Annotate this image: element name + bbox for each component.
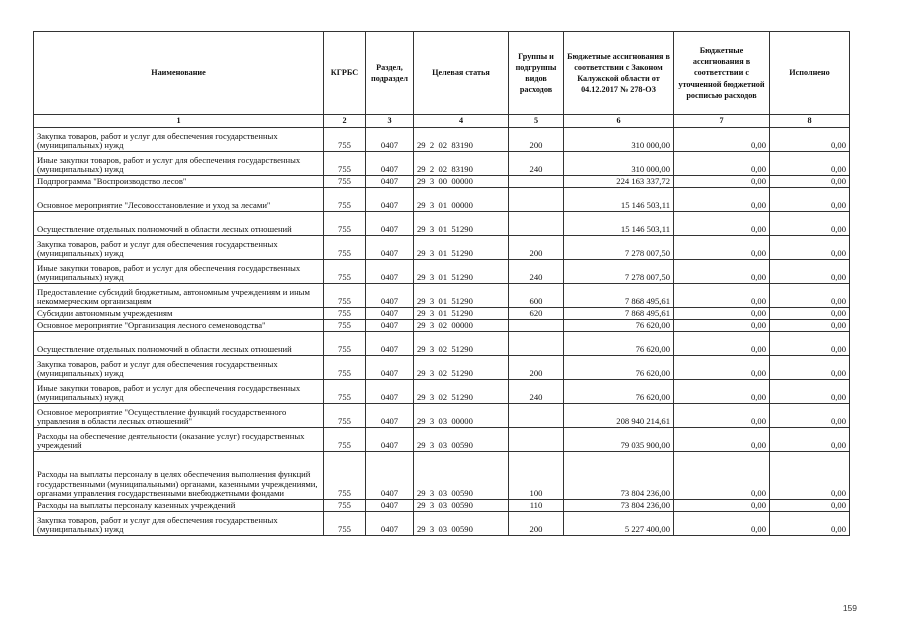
row-schedule-amount: 0,00 bbox=[674, 428, 770, 452]
row-ktgbs: 755 bbox=[324, 284, 366, 308]
row-name: Иные закупки товаров, работ и услуг для обеспечения государственных (муниципальных) нужд bbox=[34, 152, 324, 176]
row-target: 29 3 01 51290 bbox=[414, 236, 509, 260]
row-group bbox=[509, 332, 564, 356]
row-target: 29 3 03 00590 bbox=[414, 452, 509, 500]
row-section: 0407 bbox=[366, 380, 414, 404]
row-target: 29 3 02 00000 bbox=[414, 320, 509, 332]
row-target: 29 2 02 83190 bbox=[414, 128, 509, 152]
row-ktgbs: 755 bbox=[324, 428, 366, 452]
row-schedule-amount: 0,00 bbox=[674, 512, 770, 536]
row-ktgbs: 755 bbox=[324, 500, 366, 512]
row-section: 0407 bbox=[366, 428, 414, 452]
row-section: 0407 bbox=[366, 308, 414, 320]
row-section: 0407 bbox=[366, 320, 414, 332]
row-section: 0407 bbox=[366, 260, 414, 284]
column-number: 2 bbox=[324, 115, 366, 128]
row-group: 620 bbox=[509, 308, 564, 320]
budget-sheet bbox=[33, 31, 849, 536]
table-row bbox=[34, 356, 850, 380]
row-law-amount: 7 868 495,61 bbox=[564, 308, 674, 320]
row-ktgbs: 755 bbox=[324, 380, 366, 404]
header-executed: Исполнено bbox=[770, 32, 850, 115]
column-number: 6 bbox=[564, 115, 674, 128]
row-law-amount: 310 000,00 bbox=[564, 152, 674, 176]
row-target: 29 3 03 00000 bbox=[414, 404, 509, 428]
table-row bbox=[34, 236, 850, 260]
column-number: 5 bbox=[509, 115, 564, 128]
row-ktgbs: 755 bbox=[324, 176, 366, 188]
row-ktgbs: 755 bbox=[324, 320, 366, 332]
row-law-amount: 5 227 400,00 bbox=[564, 512, 674, 536]
row-schedule-amount: 0,00 bbox=[674, 404, 770, 428]
row-target: 29 3 01 51290 bbox=[414, 260, 509, 284]
table-row bbox=[34, 284, 850, 308]
row-target: 29 3 03 00590 bbox=[414, 512, 509, 536]
row-schedule-amount: 0,00 bbox=[674, 152, 770, 176]
row-section: 0407 bbox=[366, 356, 414, 380]
row-executed-amount: 0,00 bbox=[770, 452, 850, 500]
column-number: 1 bbox=[34, 115, 324, 128]
row-section: 0407 bbox=[366, 500, 414, 512]
row-name: Основное мероприятие "Лесовосстановление и уход за лесами" bbox=[34, 188, 324, 212]
row-group: 200 bbox=[509, 356, 564, 380]
row-target: 29 3 01 51290 bbox=[414, 308, 509, 320]
header-section: Раздел, подраздел bbox=[366, 32, 414, 115]
row-schedule-amount: 0,00 bbox=[674, 500, 770, 512]
row-target: 29 3 02 51290 bbox=[414, 356, 509, 380]
row-ktgbs: 755 bbox=[324, 452, 366, 500]
row-name: Основное мероприятие "Осуществление функций государственного управления в области лесных отношений" bbox=[34, 404, 324, 428]
header-ktgbs: КГРБС bbox=[324, 32, 366, 115]
row-name: Осуществление отдельных полномочий в области лесных отношений bbox=[34, 332, 324, 356]
row-section: 0407 bbox=[366, 452, 414, 500]
column-number: 8 bbox=[770, 115, 850, 128]
row-law-amount: 76 620,00 bbox=[564, 320, 674, 332]
row-target: 29 3 01 51290 bbox=[414, 212, 509, 236]
row-executed-amount: 0,00 bbox=[770, 176, 850, 188]
row-schedule-amount: 0,00 bbox=[674, 284, 770, 308]
table-row bbox=[34, 128, 850, 152]
row-law-amount: 73 804 236,00 bbox=[564, 500, 674, 512]
row-law-amount: 76 620,00 bbox=[564, 332, 674, 356]
row-ktgbs: 755 bbox=[324, 236, 366, 260]
header-groups: Группы и подгруппы видов расходов bbox=[509, 32, 564, 115]
row-section: 0407 bbox=[366, 284, 414, 308]
row-group bbox=[509, 188, 564, 212]
row-section: 0407 bbox=[366, 332, 414, 356]
row-section: 0407 bbox=[366, 128, 414, 152]
row-law-amount: 79 035 900,00 bbox=[564, 428, 674, 452]
table-row bbox=[34, 176, 850, 188]
row-group: 240 bbox=[509, 380, 564, 404]
row-group bbox=[509, 428, 564, 452]
row-target: 29 3 00 00000 bbox=[414, 176, 509, 188]
row-executed-amount: 0,00 bbox=[770, 236, 850, 260]
row-ktgbs: 755 bbox=[324, 152, 366, 176]
row-law-amount: 76 620,00 bbox=[564, 356, 674, 380]
row-target: 29 3 02 51290 bbox=[414, 380, 509, 404]
table-row bbox=[34, 308, 850, 320]
row-section: 0407 bbox=[366, 404, 414, 428]
row-law-amount: 224 163 337,72 bbox=[564, 176, 674, 188]
row-group bbox=[509, 404, 564, 428]
row-law-amount: 73 804 236,00 bbox=[564, 452, 674, 500]
row-schedule-amount: 0,00 bbox=[674, 380, 770, 404]
row-group: 240 bbox=[509, 152, 564, 176]
row-schedule-amount: 0,00 bbox=[674, 128, 770, 152]
row-group: 600 bbox=[509, 284, 564, 308]
row-executed-amount: 0,00 bbox=[770, 308, 850, 320]
row-name: Закупка товаров, работ и услуг для обеспечения государственных (муниципальных) нужд bbox=[34, 128, 324, 152]
row-section: 0407 bbox=[366, 236, 414, 260]
table-row bbox=[34, 404, 850, 428]
row-group: 240 bbox=[509, 260, 564, 284]
row-name: Подпрограмма "Воспроизводство лесов" bbox=[34, 176, 324, 188]
row-law-amount: 208 940 214,61 bbox=[564, 404, 674, 428]
row-executed-amount: 0,00 bbox=[770, 332, 850, 356]
row-group: 200 bbox=[509, 128, 564, 152]
row-executed-amount: 0,00 bbox=[770, 380, 850, 404]
row-executed-amount: 0,00 bbox=[770, 284, 850, 308]
row-executed-amount: 0,00 bbox=[770, 500, 850, 512]
row-name: Расходы на выплаты персоналу казенных учреждений bbox=[34, 500, 324, 512]
row-group bbox=[509, 176, 564, 188]
header-law: Бюджетные ассигнования в соответствии с Законом Калужской области от 04.12.2017 № 278-ОЗ bbox=[564, 32, 674, 115]
row-name: Субсидии автономным учреждениям bbox=[34, 308, 324, 320]
row-target: 29 3 01 51290 bbox=[414, 284, 509, 308]
table-row bbox=[34, 260, 850, 284]
table-row bbox=[34, 212, 850, 236]
row-target: 29 3 03 00590 bbox=[414, 500, 509, 512]
table-row bbox=[34, 452, 850, 500]
row-executed-amount: 0,00 bbox=[770, 512, 850, 536]
row-law-amount: 7 868 495,61 bbox=[564, 284, 674, 308]
row-name: Закупка товаров, работ и услуг для обеспечения государственных (муниципальных) нужд bbox=[34, 356, 324, 380]
header-target: Целевая статья bbox=[414, 32, 509, 115]
table-row bbox=[34, 332, 850, 356]
row-schedule-amount: 0,00 bbox=[674, 236, 770, 260]
row-law-amount: 7 278 007,50 bbox=[564, 260, 674, 284]
row-section: 0407 bbox=[366, 152, 414, 176]
row-target: 29 3 03 00590 bbox=[414, 428, 509, 452]
row-group bbox=[509, 320, 564, 332]
row-ktgbs: 755 bbox=[324, 128, 366, 152]
row-name: Расходы на выплаты персоналу в целях обеспечения выполнения функций государственными (муниципальными) органами, казенными учреждениями, органами управления государственными внебюджетными фондами bbox=[34, 452, 324, 500]
row-name: Закупка товаров, работ и услуг для обеспечения государственных (муниципальных) нужд bbox=[34, 512, 324, 536]
row-executed-amount: 0,00 bbox=[770, 404, 850, 428]
header-name: Наименование bbox=[34, 32, 324, 115]
column-number: 7 bbox=[674, 115, 770, 128]
row-name: Предоставление субсидий бюджетным, автономным учреждениям и иным некоммерческим организациям bbox=[34, 284, 324, 308]
row-schedule-amount: 0,00 bbox=[674, 188, 770, 212]
table-row bbox=[34, 380, 850, 404]
row-target: 29 2 02 83190 bbox=[414, 152, 509, 176]
row-ktgbs: 755 bbox=[324, 404, 366, 428]
table-header-row bbox=[34, 32, 850, 115]
table-row bbox=[34, 428, 850, 452]
row-section: 0407 bbox=[366, 512, 414, 536]
row-group: 200 bbox=[509, 512, 564, 536]
row-executed-amount: 0,00 bbox=[770, 356, 850, 380]
row-group: 200 bbox=[509, 236, 564, 260]
row-schedule-amount: 0,00 bbox=[674, 308, 770, 320]
row-schedule-amount: 0,00 bbox=[674, 332, 770, 356]
row-schedule-amount: 0,00 bbox=[674, 320, 770, 332]
row-section: 0407 bbox=[366, 176, 414, 188]
budget-table bbox=[33, 31, 850, 536]
row-target: 29 3 01 00000 bbox=[414, 188, 509, 212]
row-ktgbs: 755 bbox=[324, 308, 366, 320]
row-target: 29 3 02 51290 bbox=[414, 332, 509, 356]
table-row bbox=[34, 512, 850, 536]
table-body bbox=[34, 128, 850, 536]
row-ktgbs: 755 bbox=[324, 512, 366, 536]
row-law-amount: 76 620,00 bbox=[564, 380, 674, 404]
row-name: Расходы на обеспечение деятельности (оказание услуг) государственных учреждений bbox=[34, 428, 324, 452]
row-section: 0407 bbox=[366, 188, 414, 212]
column-number: 3 bbox=[366, 115, 414, 128]
row-schedule-amount: 0,00 bbox=[674, 212, 770, 236]
row-name: Осуществление отдельных полномочий в области лесных отношений bbox=[34, 212, 324, 236]
row-name: Закупка товаров, работ и услуг для обеспечения государственных (муниципальных) нужд bbox=[34, 236, 324, 260]
table-row bbox=[34, 152, 850, 176]
row-section: 0407 bbox=[366, 212, 414, 236]
row-group: 110 bbox=[509, 500, 564, 512]
row-executed-amount: 0,00 bbox=[770, 260, 850, 284]
row-executed-amount: 0,00 bbox=[770, 152, 850, 176]
header-schedule: Бюджетные ассигнования в соответствии с уточненной бюджетной росписью расходов bbox=[674, 32, 770, 115]
row-name: Иные закупки товаров, работ и услуг для обеспечения государственных (муниципальных) нужд bbox=[34, 380, 324, 404]
table-row bbox=[34, 320, 850, 332]
table-row bbox=[34, 188, 850, 212]
row-schedule-amount: 0,00 bbox=[674, 356, 770, 380]
row-ktgbs: 755 bbox=[324, 356, 366, 380]
row-schedule-amount: 0,00 bbox=[674, 452, 770, 500]
column-number-row bbox=[34, 115, 850, 128]
row-law-amount: 15 146 503,11 bbox=[564, 212, 674, 236]
row-law-amount: 15 146 503,11 bbox=[564, 188, 674, 212]
row-executed-amount: 0,00 bbox=[770, 188, 850, 212]
row-schedule-amount: 0,00 bbox=[674, 260, 770, 284]
row-executed-amount: 0,00 bbox=[770, 128, 850, 152]
row-schedule-amount: 0,00 bbox=[674, 176, 770, 188]
row-law-amount: 7 278 007,50 bbox=[564, 236, 674, 260]
row-name: Иные закупки товаров, работ и услуг для обеспечения государственных (муниципальных) нужд bbox=[34, 260, 324, 284]
row-ktgbs: 755 bbox=[324, 260, 366, 284]
row-group: 100 bbox=[509, 452, 564, 500]
column-number: 4 bbox=[414, 115, 509, 128]
table-row bbox=[34, 500, 850, 512]
row-name: Основное мероприятие "Организация лесного семеноводства" bbox=[34, 320, 324, 332]
page-number: 159 bbox=[842, 603, 857, 613]
row-group bbox=[509, 212, 564, 236]
row-ktgbs: 755 bbox=[324, 332, 366, 356]
row-law-amount: 310 000,00 bbox=[564, 128, 674, 152]
row-ktgbs: 755 bbox=[324, 188, 366, 212]
row-executed-amount: 0,00 bbox=[770, 212, 850, 236]
row-executed-amount: 0,00 bbox=[770, 320, 850, 332]
row-executed-amount: 0,00 bbox=[770, 428, 850, 452]
row-ktgbs: 755 bbox=[324, 212, 366, 236]
